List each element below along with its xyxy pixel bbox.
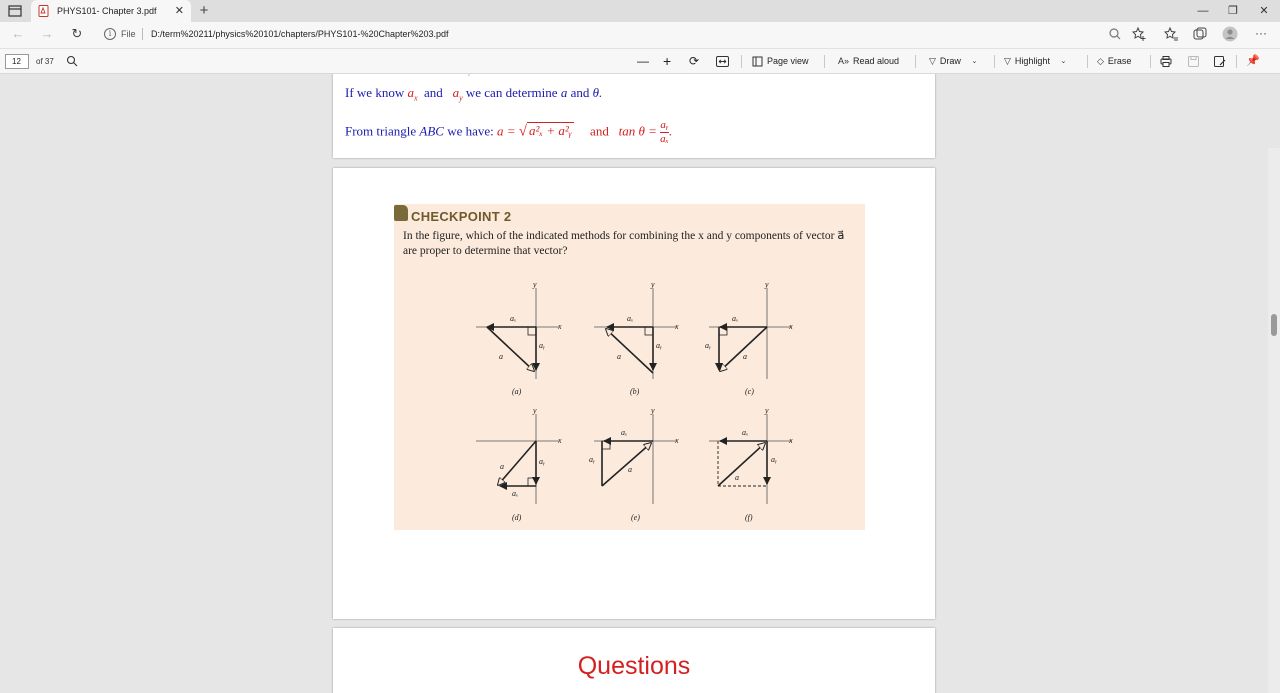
draw-icon: ▽: [929, 56, 936, 67]
profile-avatar-icon[interactable]: [1221, 25, 1239, 43]
svg-text:x: x: [558, 322, 562, 331]
svg-text:y: y: [765, 406, 769, 415]
svg-text:aₓ: aₓ: [742, 428, 749, 437]
page-view-icon: [752, 56, 763, 67]
page-view-label: Page view: [767, 56, 809, 66]
diagram-a: [476, 280, 562, 396]
refresh-icon[interactable]: ↻: [71, 26, 83, 41]
vector-diagrams: [394, 204, 865, 530]
diagram-e: [589, 406, 679, 522]
svg-text:aₓ: aₓ: [512, 489, 519, 498]
svg-text:x: x: [789, 322, 793, 331]
eraser-icon: ◇: [1097, 56, 1104, 67]
svg-text:aᵧ: aᵧ: [539, 457, 545, 466]
divider: [142, 28, 143, 40]
svg-text:a⃗: a⃗: [628, 465, 639, 474]
divider: [1150, 55, 1151, 68]
collections-icon[interactable]: [1191, 25, 1209, 43]
svg-text:(b): (b): [630, 387, 640, 396]
fit-page-icon[interactable]: [716, 56, 729, 67]
svg-text:y: y: [533, 406, 537, 415]
svg-text:aₓ: aₓ: [510, 314, 517, 323]
svg-text:x: x: [675, 322, 679, 331]
highlight-label: Highlight: [1014, 56, 1050, 66]
svg-text:y: y: [765, 280, 769, 289]
svg-text:aᵧ: aᵧ: [589, 455, 595, 464]
checkpoint-title: CHECKPOINT 2: [411, 209, 512, 224]
read-aloud-button[interactable]: [838, 49, 899, 74]
pdf-viewport[interactable]: [0, 74, 1280, 693]
divider: [824, 55, 825, 68]
svg-text:(a): (a): [512, 387, 522, 396]
checkpoint-question: In the figure, which of the indicated methods for combining the x and y components of vector a⃗ are proper to determine that vector?: [403, 230, 845, 257]
svg-text:aᵧ: aᵧ: [705, 341, 711, 350]
divider: [915, 55, 916, 68]
highlight-button[interactable]: [1004, 49, 1070, 74]
chevron-down-icon[interactable]: ⌄: [1060, 58, 1067, 66]
address-bar: [0, 22, 1280, 48]
svg-text:a⃗: a⃗: [735, 473, 746, 482]
erase-button[interactable]: [1097, 49, 1131, 74]
pdf-page-11: [333, 74, 935, 158]
site-info-icon[interactable]: i: [104, 28, 116, 40]
page-view-button[interactable]: [752, 49, 809, 74]
scrollbar-thumb[interactable]: [1271, 314, 1277, 336]
questions-heading: Questions: [577, 652, 691, 680]
new-tab-button[interactable]: +: [199, 2, 209, 19]
svg-text:a⃗: a⃗: [743, 352, 754, 361]
erase-label: Erase: [1107, 56, 1132, 66]
svg-text:aₓ: aₓ: [621, 428, 628, 437]
svg-text:aₓ: aₓ: [732, 314, 739, 323]
read-aloud-icon: A»: [838, 56, 850, 67]
checkpoint-figure: [394, 204, 865, 530]
divider: [741, 55, 742, 68]
tab-actions-icon[interactable]: [6, 3, 24, 19]
svg-text:y: [468, 74, 471, 76]
divider: [1236, 55, 1237, 68]
svg-text:x: x: [558, 436, 562, 445]
svg-text:x: x: [789, 436, 793, 445]
zoom-out-icon[interactable]: —: [637, 54, 649, 68]
svg-text:(d): (d): [512, 513, 522, 522]
highlight-icon: ▽: [1004, 56, 1011, 67]
svg-text:aᵧ: aᵧ: [771, 455, 777, 464]
zoom-in-icon[interactable]: +: [663, 53, 672, 69]
read-aloud-label: Read aloud: [853, 56, 900, 66]
text-line-components: If we know $a_x$ and $a_y$ we can determine a and θ.: [345, 85, 603, 103]
pdf-page-12: [333, 168, 935, 619]
svg-text:a⃗: a⃗: [500, 462, 511, 471]
tab-title: PHYS101- Chapter 3.pdf: [57, 6, 157, 16]
page-total-label: of 37: [36, 57, 54, 66]
scrollbar[interactable]: [1268, 148, 1280, 693]
svg-text:y: y: [651, 406, 655, 415]
svg-text:aᵧ: aᵧ: [539, 341, 545, 350]
svg-text:y: y: [651, 280, 655, 289]
diagram-d: [476, 406, 562, 522]
page-number-input[interactable]: 12: [5, 54, 29, 69]
svg-text:y: y: [533, 280, 537, 289]
svg-text:aᵧ: aᵧ: [656, 341, 662, 350]
diagram-c: [705, 280, 793, 396]
minimize-icon[interactable]: —: [1197, 5, 1209, 17]
close-window-icon[interactable]: ✕: [1259, 5, 1269, 17]
rotate-icon[interactable]: ⟳: [689, 54, 700, 68]
svg-text:a⃗: a⃗: [499, 352, 510, 361]
settings-more-icon[interactable]: ···: [1255, 26, 1267, 40]
forward-arrow-icon[interactable]: →: [40, 26, 54, 41]
back-arrow-icon[interactable]: ←: [11, 26, 25, 41]
pdf-toolbar: [0, 48, 1280, 74]
divider: [1087, 55, 1088, 68]
cropped-text-fragment: [347, 74, 487, 76]
svg-text:a⃗: a⃗: [617, 352, 628, 361]
print-icon[interactable]: [1160, 56, 1172, 67]
divider: [994, 55, 995, 68]
diagram-f: [709, 406, 793, 522]
diagram-b: [594, 280, 679, 396]
text-line-formula: From triangle ABC we have: a = √ a²ₓ + a²ᵧ and tan θ = $\frac{\text{aᵧ}}{\text{aₓ}}$ .: [345, 119, 672, 145]
scheme-label[interactable]: File: [121, 29, 136, 39]
save-icon[interactable]: [1188, 56, 1199, 67]
svg-text:aₓ: aₓ: [627, 314, 634, 323]
draw-button[interactable]: [929, 49, 981, 74]
search-icon[interactable]: [66, 55, 78, 67]
svg-text:(c): (c): [745, 387, 754, 396]
chevron-down-icon[interactable]: ⌄: [971, 58, 978, 66]
svg-text:(f): (f): [745, 513, 753, 522]
pdf-file-icon: [38, 5, 49, 17]
pin-toolbar-icon[interactable]: 📌: [1246, 55, 1260, 67]
save-as-icon[interactable]: [1214, 56, 1226, 67]
tab-strip: [0, 0, 1280, 22]
svg-text:(e): (e): [631, 513, 640, 522]
favorites-icon[interactable]: [1162, 25, 1180, 43]
pdf-page-13: [333, 628, 935, 693]
svg-text:x: [350, 74, 353, 76]
add-favorite-icon[interactable]: [1130, 25, 1148, 43]
url-field[interactable]: D:/term%20211/physics%20101/chapters/PHYS101-%20Chapter%203.pdf: [151, 29, 449, 39]
svg-text:x: x: [675, 436, 679, 445]
draw-label: Draw: [939, 56, 961, 66]
restore-icon[interactable]: ❐: [1228, 5, 1238, 17]
active-tab[interactable]: [31, 0, 191, 22]
zoom-icon[interactable]: [1106, 25, 1124, 43]
close-tab-icon[interactable]: ✕: [174, 5, 184, 17]
